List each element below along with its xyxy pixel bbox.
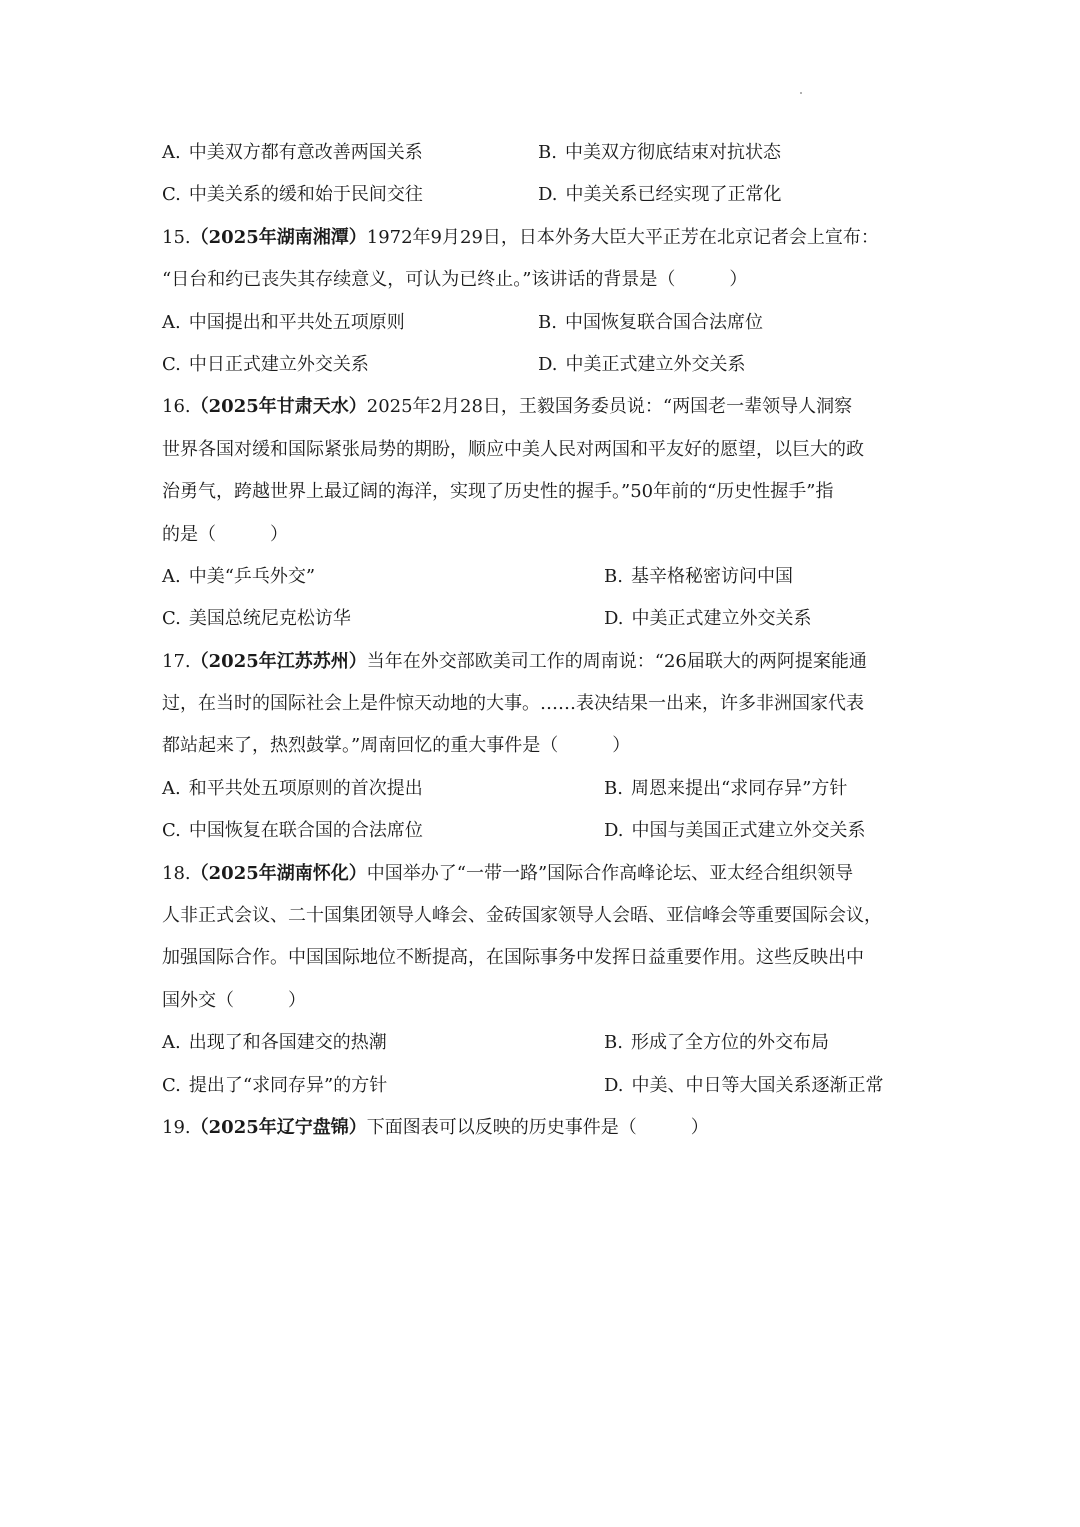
option-d: D. 中美正式建立外交关系	[538, 353, 746, 375]
question-16	[162, 388, 932, 642]
question-18	[162, 855, 932, 1109]
question-14-options	[162, 134, 932, 219]
question-number: 16.	[162, 396, 191, 418]
option-c: C. 美国总统尼克松访华	[162, 608, 351, 630]
option-row	[162, 558, 932, 600]
option-row	[162, 1067, 932, 1109]
question-stem-line: “日台和约已丧失其存续意义，可认为已终止。”该讲话的背景是（ ）	[162, 269, 748, 291]
option-c: C. 中日正式建立外交关系	[162, 353, 369, 375]
option-a: A. 中美“乒乓外交”	[162, 565, 316, 587]
option-b: B. 中国恢复联合国合法席位	[538, 311, 763, 333]
question-number: 17.	[162, 650, 191, 672]
option-row	[162, 770, 932, 812]
question-stem-line: 16.（2025年甘肃天水）2025年2月28日，王毅国务委员说：“两国老一辈领导人洞察	[162, 396, 853, 418]
question-number: 19.	[162, 1116, 191, 1138]
option-row	[162, 176, 932, 218]
question-stem-line: 治勇气，跨越世界上最辽阔的海洋，实现了历史性的握手。”50年前的“历史性握手”指	[162, 481, 834, 503]
option-row	[162, 346, 932, 388]
question-source: （2025年甘肃天水）	[190, 396, 367, 418]
option-a: A. 中国提出和平共处五项原则	[162, 311, 405, 333]
question-stem-line: 15.（2025年湖南湘潭）1972年9月29日，日本外务大臣大平正芳在北京记者会上宣布：	[162, 226, 879, 248]
question-17	[162, 643, 932, 855]
question-content	[162, 134, 932, 1151]
scan-speck	[800, 92, 802, 94]
option-b: B. 形成了全方位的外交布局	[604, 1032, 829, 1054]
option-d: D. 中国与美国正式建立外交关系	[604, 820, 866, 842]
question-stem-line: 加强国际合作。中国国际地位不断提高，在国际事务中发挥日益重要作用。这些反映出中	[162, 947, 864, 969]
option-row	[162, 812, 932, 854]
option-d: D. 中美关系已经实现了正常化	[538, 184, 782, 206]
option-b: B. 基辛格秘密访问中国	[604, 565, 793, 587]
option-c: C. 中国恢复在联合国的合法席位	[162, 820, 423, 842]
question-stem-line: 过，在当时的国际社会上是件惊天动地的大事。……表决结果一出来，许多非洲国家代表	[162, 693, 864, 715]
option-a: A. 中美双方都有意改善两国关系	[162, 142, 423, 163]
question-source: （2025年辽宁盘锦）	[190, 1116, 367, 1138]
option-a: A. 出现了和各国建交的热潮	[162, 1032, 387, 1054]
option-row	[162, 1024, 932, 1066]
option-c: C. 提出了“求同存异”的方针	[162, 1074, 388, 1096]
option-b: B. 周恩来提出“求同存异”方针	[604, 777, 848, 799]
question-source: （2025年湖南湘潭）	[190, 226, 367, 248]
question-stem-line: 18.（2025年湖南怀化）中国举办了“一带一路”国际合作高峰论坛、亚太经合组织领导	[162, 862, 854, 884]
option-row	[162, 600, 932, 642]
question-number: 18.	[162, 862, 191, 884]
option-row	[162, 304, 932, 346]
question-stem-line: 国外交（ ）	[162, 989, 306, 1011]
question-stem-line: 的是（ ）	[162, 523, 288, 545]
question-15	[162, 219, 932, 389]
option-a: A. 和平共处五项原则的首次提出	[162, 777, 423, 799]
option-d: D. 中美、中日等大国关系逐渐正常	[604, 1074, 884, 1096]
question-source: （2025年江苏苏州）	[190, 650, 367, 672]
option-c: C. 中美关系的缓和始于民间交往	[162, 184, 423, 206]
option-b: B. 中美双方彻底结束对抗状态	[538, 142, 781, 163]
option-row	[162, 134, 932, 176]
question-stem-line: 17.（2025年江苏苏州）当年在外交部欧美司工作的周南说：“26届联大的两阿提案能通	[162, 650, 867, 672]
question-stem-line: 都站起来了，热烈鼓掌。”周南回忆的重大事件是（ ）	[162, 735, 631, 757]
question-19	[162, 1109, 932, 1151]
question-source: （2025年湖南怀化）	[190, 862, 367, 884]
question-number: 15.	[162, 226, 191, 248]
question-stem-line: 世界各国对缓和国际紧张局势的期盼，顺应中美人民对两国和平友好的愿望，以巨大的政	[162, 438, 864, 460]
question-stem-line: 19.（2025年辽宁盘锦）下面图表可以反映的历史事件是（ ）	[162, 1116, 709, 1138]
question-stem-line: 人非正式会议、二十国集团领导人峰会、金砖国家领导人会晤、亚信峰会等重要国际会议，	[162, 905, 882, 927]
option-d: D. 中美正式建立外交关系	[604, 608, 812, 630]
